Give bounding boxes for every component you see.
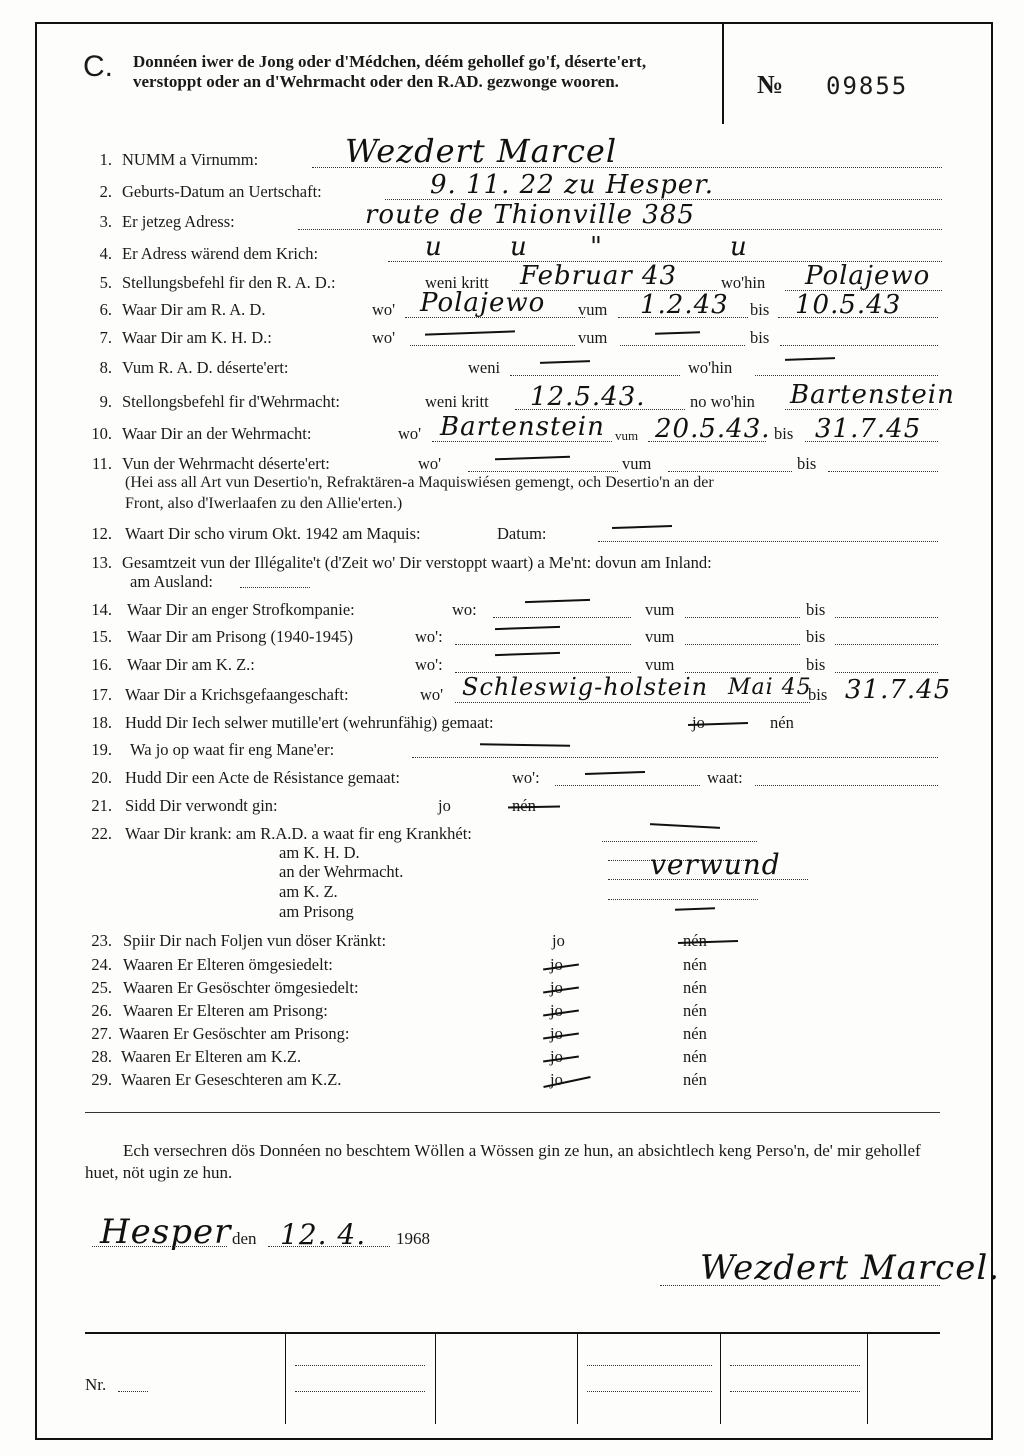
nr-label: Nr. bbox=[85, 1375, 107, 1394]
dotted-line bbox=[118, 1390, 148, 1392]
field-sub-label: bis bbox=[774, 424, 794, 443]
field-sub-label: weni kritt bbox=[425, 273, 489, 292]
handwritten-address: route de Thionville 385 bbox=[365, 200, 695, 230]
handwritten-date: 20.5.43. bbox=[655, 414, 771, 444]
field-number: 18. bbox=[91, 713, 112, 732]
dotted-line bbox=[835, 616, 938, 618]
field-number: 3. bbox=[99, 212, 112, 231]
field-label: Waaren Er Gesöschter am Prisong: bbox=[119, 1024, 350, 1043]
field-sub-label: bis bbox=[806, 627, 826, 646]
dotted-line bbox=[835, 671, 938, 673]
field-row-26 bbox=[0, 1001, 1024, 1023]
field-row-21 bbox=[0, 796, 1024, 818]
table-divider bbox=[435, 1334, 436, 1424]
field-number: 2. bbox=[99, 182, 112, 201]
field-number: 20. bbox=[91, 768, 112, 787]
field-sub-label: wo: bbox=[452, 600, 477, 619]
field-note: (Hei ass all Art vun Desertio'n, Refraktären-a Maquiswiésen gemengt, och Desertio'n an der bbox=[125, 474, 714, 491]
option-nen: nén bbox=[683, 931, 707, 950]
field-sub-label: wo' bbox=[398, 424, 422, 443]
field-row-17 bbox=[0, 673, 1024, 707]
dotted-line bbox=[668, 470, 792, 472]
dash-mark bbox=[495, 456, 570, 461]
field-sub-label: wo': bbox=[415, 655, 443, 674]
option-jo: jo bbox=[550, 978, 563, 997]
field-number: 21. bbox=[91, 796, 112, 815]
handwritten-date: 31.7.45 bbox=[845, 675, 952, 705]
field-row-1 bbox=[0, 132, 1024, 172]
field-sub-label: no wo'hin bbox=[690, 392, 755, 411]
dash-mark bbox=[785, 357, 835, 361]
dash-mark bbox=[425, 330, 515, 335]
dotted-line bbox=[620, 344, 745, 346]
field-label: Waar Dir a Krichsgefaangeschaft: bbox=[125, 685, 349, 704]
field-number: 6. bbox=[99, 300, 112, 319]
option-jo: jo bbox=[550, 1001, 563, 1020]
ditto-mark: u bbox=[730, 232, 748, 262]
field-sub-label: wo': bbox=[415, 627, 443, 646]
field-label: Waar Dir an enger Strofkompanie: bbox=[127, 600, 355, 619]
dotted-line bbox=[598, 540, 938, 542]
field-label: am Ausland: bbox=[130, 572, 213, 591]
field-label: Waar Dir am Prisong (1940-1945) bbox=[127, 627, 353, 646]
dotted-line bbox=[240, 586, 310, 588]
dotted-line bbox=[755, 784, 938, 786]
field-label: Er jetzeg Adress: bbox=[122, 212, 235, 231]
field-label: Waaren Er Elteren ömgesiedelt: bbox=[123, 955, 333, 974]
field-row-22 bbox=[0, 824, 1024, 846]
handwritten-birth: 9. 11. 22 zu Hesper. bbox=[430, 170, 715, 200]
field-sub-label: bis bbox=[806, 655, 826, 674]
table-divider bbox=[577, 1334, 578, 1424]
ditto-mark: " bbox=[590, 232, 603, 262]
field-row-7 bbox=[0, 328, 1024, 350]
option-jo: jo bbox=[692, 713, 705, 732]
field-label: Waaren Er Elteren am K.Z. bbox=[121, 1047, 302, 1066]
field-row-24 bbox=[0, 955, 1024, 977]
field-sub-label: bis bbox=[797, 454, 817, 473]
signature: Wezdert Marcel. bbox=[700, 1248, 1000, 1288]
field-label: Waaren Er Geseschteren am K.Z. bbox=[121, 1070, 342, 1089]
field-label: NUMM a Virnumm: bbox=[122, 150, 259, 169]
field-row-6 bbox=[0, 288, 1024, 322]
field-sub-label: vum bbox=[645, 627, 675, 646]
declaration-text: Ech versechren dös Donnéen no beschtem Wöllen a Wössen gin ze hun, an absichtlech keng Perso'n, de' mir gehollef huet, nöt ugin ze hun. bbox=[85, 1141, 921, 1182]
field-number: 29. bbox=[91, 1070, 112, 1089]
option-nen: nén bbox=[683, 955, 707, 974]
field-label: Waaren Er Gesöschter ömgesiedelt: bbox=[123, 978, 359, 997]
year: 1968 bbox=[396, 1229, 430, 1248]
handwritten-date: 31.7.45 bbox=[815, 414, 922, 444]
ditto-mark: u bbox=[510, 232, 528, 262]
field-number: 24. bbox=[91, 955, 112, 974]
field-sub-label: wo' bbox=[418, 454, 442, 473]
table-divider bbox=[720, 1334, 721, 1424]
field-row-18 bbox=[0, 713, 1024, 735]
field-number: 13. bbox=[91, 553, 112, 572]
field-sub-label: wo'hin bbox=[688, 358, 733, 377]
field-label: Vum R. A. D. déserte'ert: bbox=[122, 358, 289, 377]
field-row-25 bbox=[0, 978, 1024, 1000]
field-label: Gesamtzeit vun der Illégalite't (d'Zeit wo' Dir verstoppt waart) a Me'nt: dovun am Inland: bbox=[122, 553, 712, 572]
form-title: Donnéen iwer de Jong oder d'Médchen, déém gehollef go'f, déserte'ert, verstoppt oder an d'Wehrmacht oder den R.AD. gezwonge wooren. bbox=[133, 52, 647, 91]
dash-mark bbox=[495, 626, 560, 630]
table-divider bbox=[285, 1334, 286, 1424]
field-number: 7. bbox=[99, 328, 112, 347]
field-number: 11. bbox=[91, 454, 112, 473]
field-row-12 bbox=[0, 524, 1024, 546]
option-jo: jo bbox=[550, 955, 563, 974]
option-nen: nén bbox=[512, 796, 536, 815]
field-sub-label: bis bbox=[750, 328, 770, 347]
field-label: Geburts-Datum an Uertschaft: bbox=[122, 182, 322, 201]
field-number: 23. bbox=[91, 931, 112, 950]
dotted-line bbox=[730, 1390, 860, 1392]
handwritten-place: Schleswig-holstein bbox=[462, 673, 709, 701]
field-label: Waart Dir scho virum Okt. 1942 am Maquis: bbox=[125, 524, 421, 543]
field-sub-label: weni kritt bbox=[425, 392, 489, 411]
field-row-28 bbox=[0, 1047, 1024, 1069]
field-row-27 bbox=[0, 1024, 1024, 1046]
field-label: Waar Dir am K. H. D.: bbox=[122, 328, 272, 347]
field-number: 15. bbox=[91, 627, 112, 646]
field-label: Sidd Dir verwondt gin: bbox=[125, 796, 278, 815]
field-label: Waaren Er Elteren am Prisong: bbox=[123, 1001, 328, 1020]
dotted-line bbox=[828, 470, 938, 472]
option-jo: jo bbox=[438, 796, 451, 815]
field-number: 12. bbox=[91, 524, 112, 543]
field-row-10 bbox=[0, 412, 1024, 446]
field-number: 25. bbox=[91, 978, 112, 997]
field-label: Waar Dir am K. Z.: bbox=[127, 655, 255, 674]
field-sub-label: vum bbox=[578, 300, 608, 319]
field-number: 5. bbox=[99, 273, 112, 292]
field-sub-label: wo' bbox=[372, 328, 396, 347]
option-nen: nén bbox=[683, 1024, 707, 1043]
dotted-line bbox=[455, 701, 810, 703]
dotted-line bbox=[555, 784, 700, 786]
field-sub-label: am K. Z. bbox=[279, 882, 338, 901]
option-nen: nén bbox=[683, 1070, 707, 1089]
field-sub-label: vum bbox=[578, 328, 608, 347]
dotted-line bbox=[755, 374, 938, 376]
option-jo: jo bbox=[550, 1024, 563, 1043]
dotted-line bbox=[835, 643, 938, 645]
table-divider bbox=[867, 1334, 868, 1424]
field-sub-label: weni bbox=[468, 358, 501, 377]
field-row-11 bbox=[0, 454, 1024, 476]
field-number: 27. bbox=[91, 1024, 112, 1043]
registry-table bbox=[85, 1332, 940, 1424]
handwritten-date: Mai 45 bbox=[728, 675, 812, 700]
dotted-line bbox=[468, 470, 618, 472]
handwritten-place: Polajewo bbox=[805, 261, 931, 291]
field-number: 4. bbox=[99, 244, 112, 263]
handwritten-date: 12. 4. bbox=[280, 1218, 367, 1251]
field-label: Er Adress wärend dem Krich: bbox=[122, 244, 319, 263]
field-row-23 bbox=[0, 931, 1024, 953]
field-label: Wa jo op waat fir eng Mane'er: bbox=[130, 740, 335, 759]
option-nen: nén bbox=[683, 1047, 707, 1066]
field-sub-label: vum bbox=[645, 655, 675, 674]
dotted-line bbox=[455, 643, 631, 645]
field-sub-label: bis bbox=[808, 685, 828, 704]
option-jo: jo bbox=[550, 1070, 563, 1089]
field-row-29 bbox=[0, 1070, 1024, 1092]
field-sub-label: vum bbox=[645, 600, 675, 619]
header-divider bbox=[722, 24, 724, 124]
dotted-line bbox=[602, 840, 757, 842]
dotted-line bbox=[295, 1390, 425, 1392]
signature-line bbox=[660, 1284, 940, 1286]
field-row-20 bbox=[0, 768, 1024, 790]
dotted-line bbox=[92, 1245, 227, 1247]
dotted-line bbox=[730, 1364, 860, 1366]
option-jo: jo bbox=[550, 1047, 563, 1066]
handwritten-date: 12.5.43. bbox=[530, 382, 646, 412]
field-label: Stellongsbefehl fir d'Wehrmacht: bbox=[122, 392, 340, 411]
field-sub-label: wo'hin bbox=[721, 273, 766, 292]
dotted-line bbox=[295, 1364, 425, 1366]
field-sub-label: wo' bbox=[420, 685, 444, 704]
field-sub-label: an der Wehrmacht. bbox=[279, 862, 404, 881]
option-jo: jo bbox=[552, 931, 565, 950]
field-sub-label: bis bbox=[806, 600, 826, 619]
handwritten-place: Bartenstein bbox=[790, 380, 955, 410]
field-number: 9. bbox=[99, 392, 112, 411]
option-nen: nén bbox=[683, 978, 707, 997]
field-label: Hudd Dir Iech selwer mutille'ert (wehrunfähig) gemaat: bbox=[125, 713, 494, 732]
field-note: Front, also d'Iwerlaafen zu den Allie'erten.) bbox=[125, 495, 403, 512]
handwritten-name: Wezdert Marcel bbox=[345, 132, 618, 170]
handwritten-place: Polajewo bbox=[420, 288, 546, 318]
field-label: Hudd Dir een Acte de Résistance gemaat: bbox=[125, 768, 400, 787]
dotted-line bbox=[608, 898, 758, 900]
field-sub-label: wo' bbox=[372, 300, 396, 319]
dash-mark bbox=[585, 771, 645, 775]
field-sub-label: bis bbox=[750, 300, 770, 319]
dotted-line bbox=[780, 344, 938, 346]
date-prefix: den bbox=[232, 1229, 257, 1248]
option-nen: nén bbox=[683, 1001, 707, 1020]
dash-mark bbox=[480, 743, 570, 747]
form-number: 09855 bbox=[826, 72, 909, 100]
field-number: 28. bbox=[91, 1047, 112, 1066]
dotted-line bbox=[685, 643, 800, 645]
handwritten-date: 1.2.43 bbox=[640, 290, 729, 320]
field-row-3 bbox=[0, 200, 1024, 234]
dotted-line bbox=[410, 344, 575, 346]
field-number: 19. bbox=[91, 740, 112, 759]
handwritten-illness: verwund bbox=[650, 848, 781, 881]
section-separator bbox=[85, 1112, 940, 1113]
option-nen: nén bbox=[770, 713, 794, 732]
dotted-line bbox=[685, 616, 800, 618]
field-number: 1. bbox=[99, 150, 112, 169]
dotted-line bbox=[587, 1390, 712, 1392]
field-number: 8. bbox=[99, 358, 112, 377]
dash-mark bbox=[655, 331, 700, 335]
ditto-mark: u bbox=[425, 232, 443, 262]
field-sub-label: am K. H. D. bbox=[279, 843, 360, 862]
handwritten-date: 10.5.43 bbox=[795, 290, 902, 320]
field-number: 10. bbox=[91, 424, 112, 443]
dotted-line bbox=[493, 616, 631, 618]
field-number: 22. bbox=[91, 824, 112, 843]
dash-mark bbox=[540, 360, 590, 364]
field-label: Waar Dir krank: am R.A.D. a waat fir eng Krankhét: bbox=[125, 824, 472, 843]
field-row-8 bbox=[0, 358, 1024, 380]
field-label: Spiir Dir nach Foljen vun döser Kränkt: bbox=[123, 931, 387, 950]
handwritten-place: Bartenstein bbox=[440, 412, 605, 442]
field-label: Vun der Wehrmacht déserte'ert: bbox=[122, 454, 330, 473]
field-sub-label: vum bbox=[622, 454, 652, 473]
dash-mark bbox=[650, 823, 720, 829]
dotted-line bbox=[510, 374, 680, 376]
dash-mark bbox=[612, 525, 672, 529]
field-sub-label: waat: bbox=[707, 768, 743, 787]
field-row-14 bbox=[0, 600, 1024, 622]
dotted-line bbox=[412, 756, 938, 758]
field-number: 17. bbox=[91, 685, 112, 704]
number-sign: № bbox=[757, 70, 784, 99]
field-number: 16. bbox=[91, 655, 112, 674]
field-number: 26. bbox=[91, 1001, 112, 1020]
field-label: Waar Dir an der Wehrmacht: bbox=[122, 424, 312, 443]
handwritten-place: Hesper bbox=[100, 1212, 232, 1252]
field-number: 14. bbox=[91, 600, 112, 619]
dotted-line bbox=[587, 1364, 712, 1366]
field-sub-label: Datum: bbox=[497, 524, 547, 543]
field-label: Waar Dir am R. A. D. bbox=[122, 300, 266, 319]
field-sub-label: am Prisong bbox=[279, 902, 354, 921]
field-sub-label: wo': bbox=[512, 768, 540, 787]
field-row-19 bbox=[0, 740, 1024, 762]
field-sub-label: vum bbox=[615, 428, 639, 443]
handwritten-date: Februar 43 bbox=[520, 261, 678, 291]
section-letter: C. bbox=[83, 50, 113, 83]
field-row-9 bbox=[0, 380, 1024, 414]
dash-mark bbox=[525, 599, 590, 603]
field-label: Stellungsbefehl fir den R. A. D.: bbox=[122, 273, 336, 292]
field-row-15 bbox=[0, 627, 1024, 649]
